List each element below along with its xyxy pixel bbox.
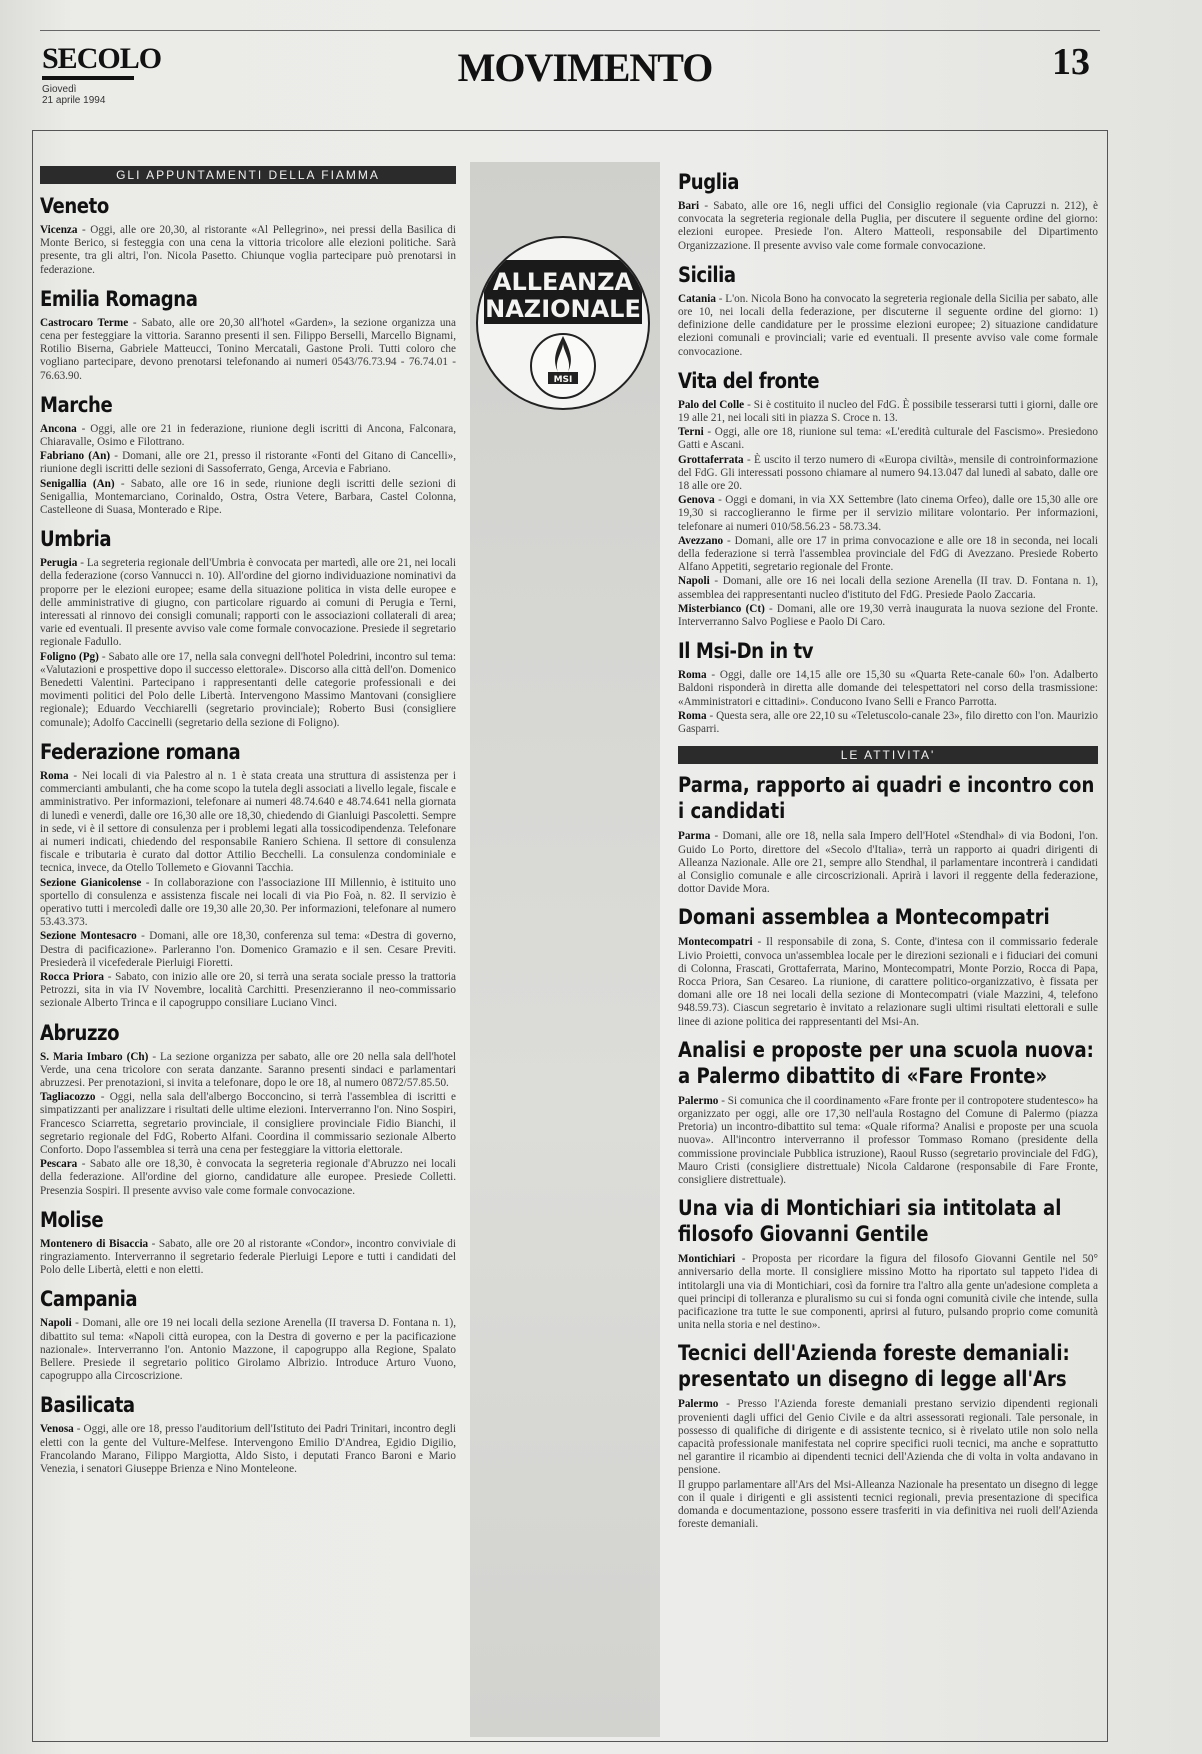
notice-text: - Sabato, alle ore 20,30 all'hotel «Garden», la sezione organizza una cena per festeggiare la vittoria. Saranno presenti il sen. Filippo Berselli, Marcello Bignami, Rotilio Biserna, Gabriele Matteucci, Tonino Mercatali, Gastone Proli. Tutti coloro che vogliano partecipare, devono prenotarsi telefonando ai numeri 0543/76.73.94 - 76.74.01 - 76.63.90. bbox=[40, 316, 456, 382]
notice-text: - Sabato, alle ore 20 al ristorante «Condor», incontro conviviale di ringraziamento. Interverranno il segretario federale Pierluigi Lepore e tutti i candidati del Polo delle Libertà, eletti e non eletti. bbox=[40, 1237, 457, 1277]
notice-text: - Oggi, alle ore 21 in federazione, riunione degli iscritti di Ancona, Falconara, Chiaravalle, Osimo e Filottrano. bbox=[40, 422, 456, 449]
notice-text: - L'on. Nicola Bono ha convocato la segreteria regionale della Sicilia per sabato, alle ore 10, nei locali della federazione, per discuterne il seguente ordine del giorno: 1) definizione delle candidature per le prossime elezioni europee; 2) situazione candidature elezioni comunali e provinciali; varie ed eventuali. Il presente avviso vale come formale convocazione. bbox=[678, 292, 1098, 358]
notice-text: - Oggi, nella sala dell'albergo Bocconcino, si terrà l'assemblea di iscritti e simpatizzanti per analizzare i risultati delle ultime elezioni. Interverranno l'on. Nino Sospiri, Francesco Sciarretta, segretario provinciale, il consigliere provinciale Fidio Bianchi, il segretario regionale del FdG, Roberto Alfani. Coordina il commissario sezionale Alberto Conforto. Dopo l'assemblea si terrà una cena per festeggiare la vittoria elettorale. bbox=[40, 1091, 456, 1156]
notice-text: Il gruppo parlamentare all'Ars del Msi-Alleanza Nazionale ha presentato un disegno di legge con il quale i dirigenti e gli assistenti tecnici regionali, previa presentazione di specifica domanda e documentazione, possono essere trasferiti in via definitiva nei ruoli dell'Azienda foreste demaniali. bbox=[678, 1478, 1098, 1531]
notice-place: Sezione Montesacro bbox=[40, 930, 137, 943]
notice-item bbox=[40, 971, 456, 1011]
section-heading: Parma, rapporto ai quadri e incontro con i candidati bbox=[678, 773, 1095, 824]
right-sections bbox=[678, 170, 1098, 736]
section-heading: Domani assemblea a Montecompatri bbox=[678, 905, 1050, 930]
notice-place: Venosa bbox=[40, 1423, 74, 1436]
notice-item bbox=[40, 1238, 456, 1278]
notice-place: Perugia bbox=[40, 557, 78, 570]
notice-place: Castrocaro Terme bbox=[40, 316, 129, 329]
notice-place: Napoli bbox=[40, 1317, 72, 1330]
svg-text:ALLEANZA: ALLEANZA bbox=[492, 268, 634, 296]
section-heading: Campania bbox=[40, 1287, 138, 1312]
notice-text: - È uscito il terzo numero di «Europa civiltà», mensile di controinformazione del FdG. Gli interessati possono chiamare al numero 94.13.047 dal lunedì al sabato, dalle ore 18 alle ore 20. bbox=[678, 453, 1098, 493]
notice-place: Rocca Priora bbox=[40, 970, 104, 983]
section-heading: Molise bbox=[40, 1207, 104, 1232]
notice-item bbox=[40, 1423, 456, 1476]
notice-item bbox=[678, 669, 1098, 709]
section-heading: Sicilia bbox=[678, 262, 736, 287]
section-heading: Puglia bbox=[678, 170, 740, 194]
notice-text: - Sabato alle ore 18,30, è convocata la segreteria regionale d'Abruzzo nei locali della federazione. All'ordine del giorno, candidature alle europee. Presiede Colletti. Presenzia Sospiri. Il presente avviso vale come formale convocazione. bbox=[40, 1158, 456, 1197]
notice-place: Vicenza bbox=[40, 224, 78, 236]
notice-text: - Oggi, alle ore 18, riunione sul tema: «L'eredità culturale del Fascismo». Presiedono Gatti e Ascani. bbox=[678, 426, 1098, 452]
notice-item bbox=[678, 575, 1098, 601]
notice-place: Roma bbox=[40, 769, 69, 782]
notice-item bbox=[40, 1317, 456, 1383]
notice-place: S. Maria Imbaro (Ch) bbox=[40, 1050, 149, 1063]
section-title: MOVIMENTO bbox=[457, 45, 713, 90]
masthead bbox=[40, 30, 1100, 110]
top-rule bbox=[40, 30, 1100, 31]
left-sections bbox=[40, 194, 456, 1476]
notice-place: Montenero di Bisaccia bbox=[40, 1237, 149, 1250]
notice-item bbox=[40, 224, 456, 277]
notice-place: Grottaferrata bbox=[678, 453, 744, 466]
notice-item bbox=[678, 399, 1098, 425]
notice-text: - Domani, alle ore 21, presso il ristorante «Fonti del Gitano di Cancelli», riunione degli iscritti delle sezioni di Sassoferrato, Genga, Arcevia e Fabriano. bbox=[40, 450, 456, 476]
notice-item bbox=[678, 535, 1098, 575]
section-heading: Vita del fronte bbox=[678, 368, 820, 393]
right-column bbox=[678, 160, 1098, 1532]
notice-text: - Nei locali di via Palestro al n. 1 è stata creata una struttura di assistenza per i commercianti ambulanti, che ha come scopo la tutela degli associati a livello legale, fiscale e amministrativo. Per informazioni, telefonare ai numeri 48.74.640 e 48.74.641 nella giornata di lunedì e venerdì, dalle ore 16,30 alle ore 18,30, chiedendo di Gianluigi Pascoletti. Sempre in sede, vi è il settore di consulenza per i problemi legati alla tossicodipendenza. Telefonare ai numeri indicati, chiedendo del responsabile Raniero Schiena. Il settore di consulenza fiscale e tributaria è curato dal dottor Attilio Becchelli. La consulenza condominiale e tecnica, invece, da Otello Tollemeto e Giovanni Tacchia. bbox=[40, 769, 456, 875]
notice-place: Catania bbox=[678, 292, 716, 305]
notice-text: - In collaborazione con l'associazione III Millennio, è istituito uno sportello di consulenza e assistenza fiscale nei locali di via Pio Foà, n. 82. Il servizio è operativo tutti i mercoledì dalle ore 19,30 alle 20,30. Per informazioni, telefonare al numero 53.43.373. bbox=[40, 876, 456, 929]
left-column-header: GLI APPUNTAMENTI DELLA FIAMMA bbox=[40, 166, 456, 184]
notice-place: Avezzano bbox=[678, 534, 724, 547]
notice-text: - Domani, alle ore 19,30 verrà inaugurata la nuova sezione del Fronte. Interverranno Salvo Pogliese e Paolo Di Caro. bbox=[678, 602, 1098, 629]
notice-item bbox=[678, 200, 1098, 253]
notice-place: Senigallia (An) bbox=[40, 477, 115, 490]
notice-place: Montichiari bbox=[678, 1253, 736, 1266]
notice-item bbox=[678, 426, 1098, 452]
attivita-header: LE ATTIVITA' bbox=[678, 746, 1098, 764]
notice-place: Palermo bbox=[678, 1094, 719, 1107]
notice-item bbox=[40, 557, 456, 649]
notice-place: Roma bbox=[678, 669, 707, 682]
notice-text: - Sabato alle ore 17, nella sala convegni dell'hotel Poledrini, incontro sul tema: «Valutazioni e prospettive dopo il successo elettorale». Discorso alla città dell'on. Domenico Benedetti Valentini. Partecipano i rappresentanti delle categorie professionali e dei movimenti politici del Polo delle Libertà. Intervengono Massimo Mantovani (consigliere regionale); Eduardo Vecchiarelli (segretario provinciale); Roberto Busi (consigliere comunale); Adolfo Caccinelli (segretario della sezione di Foligno). bbox=[40, 650, 456, 729]
left-column bbox=[40, 166, 456, 1477]
notice-text: - Oggi, alle ore 18, presso l'auditorium dell'Istituto dei Padri Trinitari, incontro degli eletti con la gente del Vulture-Melfese. Intervengono Emilio D'Andrea, Egidio Digilio, Francolando Marano, Filippo Margiotta, Aldo Sisto, i deputati Franco Baroni e Mario Venezia, i senatori Giuseppe Brienza e Nino Monteleone. bbox=[40, 1423, 456, 1476]
logo-underline bbox=[42, 76, 134, 80]
notice-item bbox=[678, 936, 1098, 1028]
notice-text: - Proposta per ricordare la figura del filosofo Giovanni Gentile nel 50° anniversario della morte. Il consigliere missino Motto ha riportato sul tappeto l'idea di intitolargli una via di Montichiari, così da fornire tra l'altro alla gente un'adesione completa a quei principi di tolleranza e pluralismo su cui si fonda ogni comunità civile che intende, sulla pacificazione tra tutte le sue componenti, aprirsi al futuro, pulsando proprio come comunità unita nella storia e nel destino». bbox=[678, 1253, 1098, 1332]
section-heading: Tecnici dell'Azienda foreste demaniali: presentato un disegno di legge all'Ars bbox=[678, 1341, 1070, 1392]
notice-item bbox=[678, 1479, 1098, 1532]
notice-text: - La segreteria regionale dell'Umbria è convocata per martedì, alle ore 21, nei locali della federazione (corso Vannucci n. 10). All'ordine del giorno individuazione nominativi da proporre per le elezioni europee; esame della situazione politica in vista delle europee e delle amministrative di giugno, con particolare riguardo ai comuni di Perugia e Terni, interessati al rinnovo dei consigli comunali; rapporti con le associazioni collaterali di area; varie ed eventuali. Il presente avviso vale come formale convocazione. Presiede il segretario regionale Fadullo. bbox=[40, 557, 456, 649]
attivita-sections bbox=[678, 772, 1098, 1531]
notice-text: - Sabato, alle ore 16, negli uffici del Consiglio regionale (via Capruzzi n. 212), è convocata la segreteria regionale della Puglia, per discutere il seguente ordine del giorno: elezioni europee. Presiede l'on. Altero Matteoli, responsabile del Dipartimento Organizzazione. Il presente avviso vale come formale convocazione. bbox=[678, 200, 1098, 252]
notice-item bbox=[40, 1091, 456, 1157]
notice-text: - Domani, alle ore 16 nei locali della sezione Arenella (II trav. D. Fontana n. 1), assemblea dei rappresentanti nucleo d'istituto del FdG. Presiede Paolo Zaccaria. bbox=[678, 575, 1098, 601]
notice-item bbox=[40, 478, 456, 518]
notice-text: - Oggi e domani, in via XX Settembre (lato cinema Orfeo), dalle ore 15,30 alle ore 19,30 si raccoglieranno le firme per il servizio militare volontario. Per informazioni, telefonare ai numeri 010/58.56.23 - 58.73.34. bbox=[678, 494, 1098, 533]
notice-item bbox=[678, 454, 1098, 494]
notice-place: Ancona bbox=[40, 422, 77, 435]
page-number: 13 bbox=[1052, 41, 1090, 83]
center-column bbox=[470, 162, 660, 1737]
notice-place: Terni bbox=[678, 426, 704, 439]
section-heading: Il Msi-Dn in tv bbox=[678, 639, 814, 664]
alleanza-nazionale-logo bbox=[476, 236, 650, 410]
notice-text: - La sezione organizza per sabato, alle ore 20 nella sala dell'hotel Verde, una cena tricolore con serata danzante. Saranno presenti sindaci e parlamentari abruzzesi. Per prenotazioni, si invita a telefonare, dopo le ore 18, al numero 0872/57.85.50. bbox=[40, 1050, 456, 1089]
notice-item bbox=[40, 423, 456, 449]
notice-text: - Si comunica che il coordinamento «Fare fronte per il contropotere studentesco» ha organizzato per oggi, alle ore 17,30 nell'aula Rostagno del Comune di Palermo (piazza Pretoria) un incontro-dibattito sul tema: «Quale riforma? Analisi e proposte per una scuola nuova». All'incontro interverranno il professor Tommaso Romano (presidente della commissione provinciale Pubblica istruzione), Raoul Russo (segretario provinciale del FdG), Mauro Cristi (consigliere distrettuale) Nicola Caldarone (responsabile di Fare Fronte, consigliere distrettuale). bbox=[678, 1094, 1098, 1186]
notice-place: Foligno (Pg) bbox=[40, 650, 99, 663]
notice-item bbox=[678, 1398, 1098, 1477]
notice-place: Roma bbox=[678, 709, 707, 722]
notice-place: Pescara bbox=[40, 1158, 78, 1171]
notice-place: Palermo bbox=[678, 1398, 719, 1411]
notice-item bbox=[40, 317, 456, 383]
notice-place: Napoli bbox=[678, 575, 710, 588]
notice-text: - Domani, alle ore 18, nella sala Impero dell'Hotel «Stendhal» di via Bodoni, l'on. Guido Lo Porto, direttore del «Secolo d'Italia», terrà un rapporto ai quadri dirigenti di Alleanza Nazionale. Alle ore 21, sempre allo Stendhal, il parlamentare incontrerà i candidati al Consiglio comunale e alle circoscrizionali. Aprirà i lavori il reggente della federazione, dottor Davide Mora. bbox=[678, 830, 1098, 896]
notice-item bbox=[40, 450, 456, 476]
notice-item bbox=[678, 830, 1098, 896]
weekday: Giovedì bbox=[42, 84, 77, 95]
notice-text: - Sabato, alle ore 16 in sede, riunione degli iscritti delle sezioni di Senigallia, Montemarciano, Corinaldo, Ostra, Ostra Vetere, Barbara, Castel Colonna, Castelleone di Suasa, Monterado e Ripe. bbox=[40, 477, 456, 517]
notice-item bbox=[40, 651, 456, 730]
notice-text: - Domani, alle ore 18,30, conferenza sul tema: «Destra di governo, Destra di pacificazione». Parleranno l'on. Domenico Gramazio e il sen. Cesare Previti. Presiederà il vicefederale Pierluigi Fioretti. bbox=[40, 930, 456, 969]
notice-item bbox=[678, 710, 1098, 736]
section-heading: Federazione romana bbox=[40, 739, 241, 764]
notice-text: - Oggi, alle ore 20,30, al ristorante «Al Pellegrino», nei pressi della Basilica di Monte Berico, si festeggia con una cena la vittoria tricolore alle elezioni politiche. Sarà presente, tra gli altri, l'on. Nicola Pasetto. Chiunque voglia partecipare può prenotarsi in federazione. bbox=[40, 224, 456, 276]
svg-text:NAZIONALE: NAZIONALE bbox=[485, 295, 641, 323]
section-heading: Emilia Romagna bbox=[40, 286, 198, 311]
dateline bbox=[42, 84, 105, 106]
notice-text: - Oggi, dalle ore 14,15 alle ore 15,30 su «Quarta Rete-canale 60» l'on. Adalberto Baldoni risponderà in diretta alle domande dei telespettatori nel corso della trasmissione: «Amministratori e cittadini». Conducono Ivano Selli e Franco Parrotta. bbox=[678, 669, 1098, 708]
notice-place: Tagliacozzo bbox=[40, 1091, 96, 1104]
notice-item bbox=[40, 1051, 456, 1091]
notice-text: - Questa sera, alle ore 22,10 su «Teletuscolo-canale 23», filo diretto con l'on. Maurizio Gasparri. bbox=[678, 709, 1098, 736]
notice-item bbox=[678, 1253, 1098, 1332]
notice-item bbox=[40, 770, 456, 876]
notice-item bbox=[40, 1158, 456, 1198]
notice-text: - Sabato, con inizio alle ore 20, si terrà una serata sociale presso la trattoria Petrozzi, sita in via IV Novembre, località Carchitti. Presenzieranno il neo-commissario sezionale Alberto Trinca e il capogruppo consiliare Luciano Vinci. bbox=[40, 970, 457, 1010]
section-heading: Marche bbox=[40, 392, 113, 417]
notice-text: - Si è costituito il nucleo del FdG. È possibile tesserarsi tutti i giorni, dalle ore 19 alle 21, nei locali siti in piazza S. Croce n. 13. bbox=[678, 398, 1098, 425]
notice-item bbox=[678, 603, 1098, 629]
notice-place: Bari bbox=[678, 200, 700, 212]
notice-place: Montecompatri bbox=[678, 936, 753, 949]
notice-place: Misterbianco (Ct) bbox=[678, 602, 765, 615]
date: 21 aprile 1994 bbox=[42, 95, 106, 106]
notice-text: - Il responsabile di zona, S. Conte, d'intesa con il commissario federale Livio Proietti, convoca un'assemblea locale per le direzioni sezionali e i fiduciari dei comuni di Colonna, Frascati, Grottaferrata, Marino, Montecompatri, Monte Porzio, Rocca di Papa, Rocca Priora, San Cesareo. La riunione, di carattere politico-organizzativo, è fissata per domani alle ore 18 nei locali della sezione di Montecompatri (viale Mazzini, 4, telefono 948.59.73). Ciascun segretario è invitato a relazionare sugli ultimi risultati elettorali e sulle linee di azione politica dei rappresentanti del Msi-An. bbox=[678, 936, 1098, 1028]
alleanza-nazionale-emblem-icon bbox=[478, 238, 648, 408]
section-heading: Una via di Montichiari sia intitolata al filosofo Giovanni Gentile bbox=[678, 1196, 1062, 1247]
notice-place: Parma bbox=[678, 830, 711, 843]
notice-item bbox=[40, 930, 456, 970]
notice-place: Sezione Gianicolense bbox=[40, 876, 142, 889]
notice-item bbox=[40, 877, 456, 930]
section-heading: Veneto bbox=[40, 194, 109, 218]
notice-text: - Domani, alle ore 17 in prima convocazione e alle ore 18 in seconda, nei locali della federazione si terrà l'assemblea provinciale del FdG di Avezzano. Presiede Roberto Alfano Appetiti, segretario regionale del Fronte. bbox=[678, 534, 1098, 574]
notice-place: Palo del Colle bbox=[678, 398, 745, 411]
notice-text: - Domani, alle ore 19 nei locali della sezione Arenella (II traversa D. Fontana n. 1), dibattito sul tema: «Napoli città europea, con la Destra di governo e per la pacificazione nazionale». Interverranno l'on. Antonio Mazzone, il capogruppo alla Regione, Spalato Bellere. Presiede il segretario politico Girolamo Albrizio. Introduce Arturo Vuono, capogruppo alla Circoscrizione. bbox=[40, 1317, 456, 1383]
notice-place: Fabriano (An) bbox=[40, 450, 111, 463]
notice-item bbox=[678, 494, 1098, 534]
section-heading: Basilicata bbox=[40, 1393, 135, 1418]
notice-place: Genova bbox=[678, 494, 715, 507]
section-heading: Umbria bbox=[40, 527, 112, 552]
newspaper-logo: SECOLO bbox=[42, 42, 162, 75]
svg-text:MSI: MSI bbox=[553, 375, 573, 385]
notice-item bbox=[678, 1095, 1098, 1187]
section-heading: Analisi e proposte per una scuola nuova: a Palermo dibattito di «Fare Fronte» bbox=[678, 1037, 1094, 1088]
notice-item bbox=[678, 293, 1098, 359]
section-heading: Abruzzo bbox=[40, 1020, 120, 1045]
notice-text: - Presso l'Azienda foreste demaniali prestano servizio dipendenti regionali provenienti dagli uffici del Genio Civile e da altri assessorati regionali. Tale personale, in possesso di qualifiche di dirigente e di assistente tecnico, si è rivelato utile non solo nella capacità professionale manifestata nel coprire specifici ruoli tecnici, ma anche e soprattutto nel garantire il ricambio ai dipendenti tecnici dell'Azienda che di volta in volta andavano in pensione. bbox=[678, 1398, 1098, 1477]
